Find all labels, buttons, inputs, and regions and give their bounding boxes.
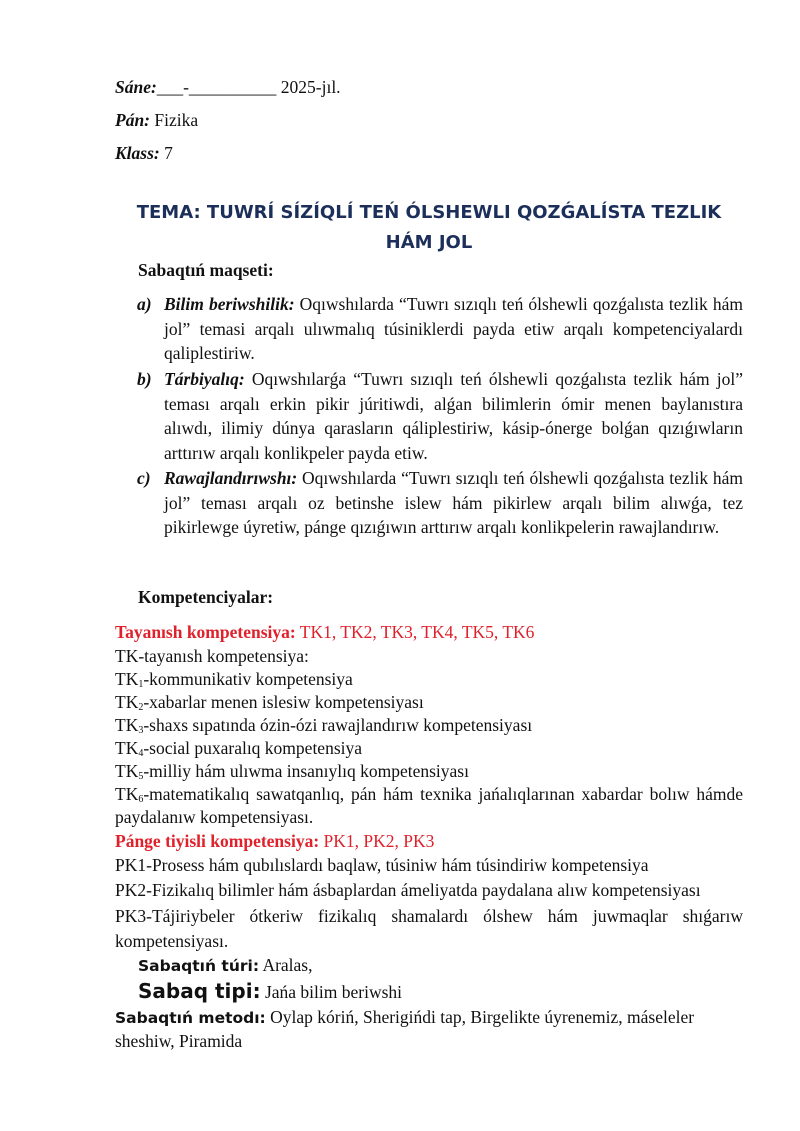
date-line <box>115 76 341 99</box>
item-text: -milliy hám ulıwma insanıylıq kompetensiyası <box>143 761 469 781</box>
goal-text: Oqıwshılarda “Tuwrı sızıqlı teń ólshewli qozǵalısta tezlik hám jol” temasi arqalı ulıwmalıq túsiniklerdi payda etiw arqalı kompetenciyalardı qaliplestiriw. <box>164 294 743 363</box>
item-text: -kommunikativ kompetensiya <box>143 669 353 689</box>
subject-competency-label: Pánge tiyisli kompetensiya: <box>115 831 320 851</box>
item-text: -social puxaralıq kompetensiya <box>143 738 363 758</box>
goal-label: Tárbiyalıq: <box>164 369 245 389</box>
lesson-type-line <box>138 954 313 978</box>
code: TK <box>115 761 139 781</box>
base-item-tk2 <box>115 691 424 714</box>
goal-item-b <box>137 367 743 465</box>
base-item-tk1 <box>115 668 353 691</box>
goal-item-c <box>137 466 743 540</box>
code-sub: 3 <box>138 725 144 736</box>
subject-competency-line <box>115 830 434 853</box>
goal-marker: a) <box>137 294 152 314</box>
lesson-method-line <box>115 1006 735 1053</box>
subject-item-pk1: PK1-Prosess hám qubılıslardı baqlaw, túsiniw hám túsindiriw kompetensiya <box>115 855 649 875</box>
subject-label: Pán: <box>115 110 150 130</box>
class-value: 7 <box>164 143 173 163</box>
base-item-tk5 <box>115 760 469 783</box>
class-line <box>115 142 173 165</box>
lesson-kind-label: Sabaq tipi: <box>138 979 261 1003</box>
lesson-kind-value: Jańa bilim beriwshi <box>260 982 403 1002</box>
subject-value: Fizika <box>154 110 199 130</box>
base-competency-line <box>115 621 534 644</box>
base-competency-intro: TK-tayanısh kompetensiya: <box>115 646 309 666</box>
base-item-tk4 <box>115 737 362 760</box>
code-sub: 6 <box>138 794 144 805</box>
code: TK <box>115 715 139 735</box>
page-title: TEMA: TUWRÍ SÍZÍQLÍ TEŃ ÓLSHEWLI QOZǴALÍSTA TEZLIK HÁM JOL <box>136 202 722 253</box>
code: TK <box>115 738 139 758</box>
goals-heading: Sabaqtıń maqseti: <box>138 260 274 280</box>
goal-label: Rawajlandırıwshı: <box>164 468 298 488</box>
item-text: -matematikalıq sawatqanlıq, pán hám texnika jańalıqlarınan xabardar bolıw hámde paydalanıw kompetensiyası. <box>115 784 743 827</box>
subject-line <box>115 109 198 132</box>
code-sub: 2 <box>138 702 144 713</box>
code: TK <box>115 784 139 804</box>
code-sub: 1 <box>138 679 144 690</box>
base-item-tk3 <box>115 714 532 737</box>
subject-item-pk2: PK2-Fizikalıq bilimler hám ásbaplardan ámeliyatda paydalana alıw kompetensiyası <box>115 880 701 900</box>
code-sub: 4 <box>138 748 144 759</box>
lesson-method-value: Oylap kóriń, Sherigińdi tap, Birgelikte úyrenemiz, máseleler sheshiw, Piramida <box>115 1007 695 1051</box>
goal-label: Bilim beriwshilik: <box>164 294 295 314</box>
subject-competency-codes: PK1, PK2, PK3 <box>319 831 435 851</box>
code: TK <box>115 669 139 689</box>
lesson-method-label: Sabaqtıń metodı: <box>115 1009 266 1027</box>
competencies-heading: Kompetenciyalar: <box>138 587 274 607</box>
goal-item-a <box>137 292 743 366</box>
date-label: Sáne: <box>115 77 157 97</box>
code-sub: 5 <box>138 771 144 782</box>
date-value: ___-__________ 2025-jıl. <box>156 77 341 97</box>
lesson-type-value: Aralas, <box>259 955 313 975</box>
code: TK <box>115 692 139 712</box>
goal-text: Oqıwshılarda “Tuwrı sızıqlı teń ólshewli qozǵalısta tezlik hám jol” teması arqalı oz betinshe islew hám pikirlew arqalı bilim alıwǵa, tez pikirlewge úyretiw, pánge qızıǵıwın arttırıw arqalı konlikpelerin rawajlandırıw. <box>164 468 743 537</box>
item-text: -xabarlar menen islesiw kompetensiyası <box>143 692 424 712</box>
base-competency-label: Tayanısh kompetensiya: <box>115 622 296 642</box>
base-item-tk6 <box>115 783 743 829</box>
base-competency-codes: TK1, TK2, TK3, TK4, TK5, TK6 <box>295 622 535 642</box>
lesson-type-label: Sabaqtıń túri: <box>138 957 260 975</box>
lesson-kind-line <box>138 980 402 1004</box>
class-label: Klass: <box>115 143 160 163</box>
goal-marker: b) <box>137 369 152 389</box>
goal-text: Oqıwshılarǵa “Tuwrı sızıqlı teń ólshewli qozǵalısta tezlik hám jol” teması arqalı erkin pikir júritiwdi, alǵan bilimlerin ómir menen baylanıstıra alıwdı, ilimiy dúnya qarasların qáliplestiriw, kásip-ónerge bolǵan qızıǵıwların arttırıw arqalı konlikpeler payda etiw. <box>164 369 743 463</box>
item-text: -shaxs sıpatında ózin-ózi rawajlandırıw kompetensiyası <box>143 715 533 735</box>
subject-item-pk3: PK3-Tájiriybeler ótkeriw fizikalıq shamalardı ólshew hám juwmaqlar shıǵarıw kompetensiyası. <box>115 906 743 951</box>
goal-marker: c) <box>137 468 151 488</box>
